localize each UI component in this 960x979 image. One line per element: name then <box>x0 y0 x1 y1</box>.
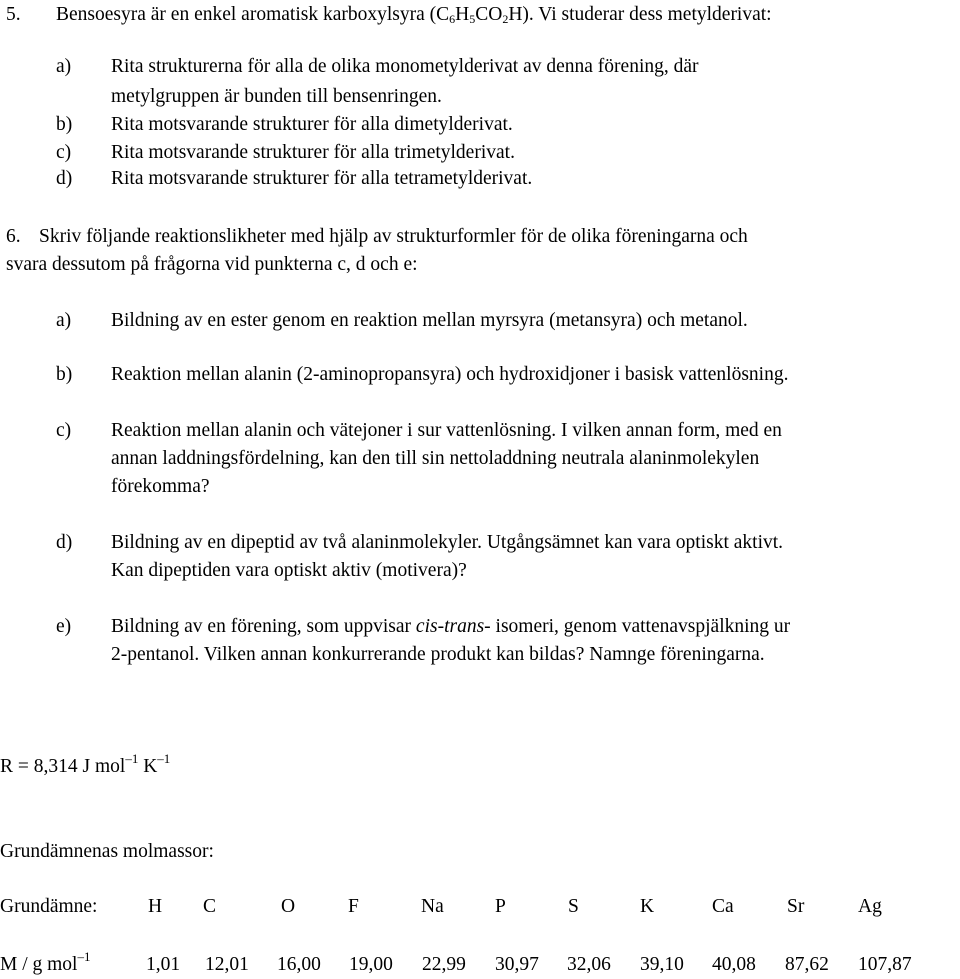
item-label: c) <box>56 420 72 441</box>
item-text: Bildning av en dipeptid av två alaninmolekyler. Utgångsämnet kan vara optiskt aktivt. <box>111 532 784 553</box>
question-5-intro: Bensoesyra är en enkel aromatisk karboxylsyra $(C_6H_5CO_2H)$. Vi studerar dess metylderivat: <box>56 4 772 26</box>
molmass-heading: Grundämnenas molmassor: <box>0 841 214 862</box>
element-symbol: Ca <box>712 896 734 917</box>
element-symbol: H <box>148 896 163 917</box>
molmass-value: 1,01 <box>146 954 181 975</box>
element-symbol: Na <box>421 896 444 917</box>
item-label: e) <box>56 616 72 637</box>
item-label: b) <box>56 114 73 135</box>
element-symbol: O <box>281 896 296 917</box>
molmass-value: 22,99 <box>422 954 466 975</box>
item-text: Rita motsvarande strukturer för alla tetrametylderivat. <box>111 168 533 189</box>
molmass-value: 39,10 <box>640 954 684 975</box>
element-symbol: S <box>568 896 579 917</box>
molmass-value: 40,08 <box>712 954 756 975</box>
molmass-value: 19,00 <box>349 954 393 975</box>
item-label: a) <box>56 56 72 77</box>
element-symbol: C <box>203 896 217 917</box>
gas-constant: R = 8,314 J mol$^{-1}$ $K^{-1}$ <box>0 751 171 777</box>
item-label: d) <box>56 532 73 553</box>
molmass-value: 12,01 <box>205 954 249 975</box>
item-text: Bildning av en ester genom en reaktion mellan myrsyra (metansyra) och metanol. <box>111 310 748 331</box>
item-text: Reaktion mellan alanin och vätejoner i sur vattenlösning. I vilken annan form, med en <box>111 420 782 441</box>
item-text: Reaktion mellan alanin (2-aminopropansyra) och hydroxidjoner i basisk vattenlösning. <box>111 364 789 385</box>
item-label: c) <box>56 142 72 163</box>
molmass-value: 32,06 <box>567 954 611 975</box>
element-symbol: Ag <box>858 896 882 917</box>
element-symbol: F <box>348 896 359 917</box>
element-row-label: Grundämne: <box>0 896 98 917</box>
molmass-value: 87,62 <box>785 954 829 975</box>
item-label: a) <box>56 310 72 331</box>
item-text: metylgruppen är bunden till bensenringen. <box>111 86 442 107</box>
molmass-value: 16,00 <box>277 954 321 975</box>
question-6-intro: Skriv följande reaktionslikheter med hjälp av strukturformler för de olika föreningarna och <box>39 226 748 247</box>
element-symbol: Sr <box>787 896 805 917</box>
element-symbol: P <box>495 896 506 917</box>
question-number: 6. <box>6 226 21 247</box>
item-text: Bildning av en förening, som uppvisar cis-trans- isomeri, genom vattenavspjälkning ur <box>111 616 791 637</box>
molmass-value: 30,97 <box>495 954 539 975</box>
molmass-unit-label: M / g mol$^{-1}$ <box>0 949 91 975</box>
item-text: Rita motsvarande strukturer för alla trimetylderivat. <box>111 142 515 163</box>
item-label: b) <box>56 364 73 385</box>
molmass-value: 107,87 <box>858 954 912 975</box>
item-label: d) <box>56 168 73 189</box>
item-text: Rita motsvarande strukturer för alla dimetylderivat. <box>111 114 513 135</box>
item-text: Rita strukturerna för alla de olika monometylderivat av denna förening, där <box>111 56 699 77</box>
question-number: 5. <box>6 4 21 25</box>
element-symbol: K <box>640 896 655 917</box>
